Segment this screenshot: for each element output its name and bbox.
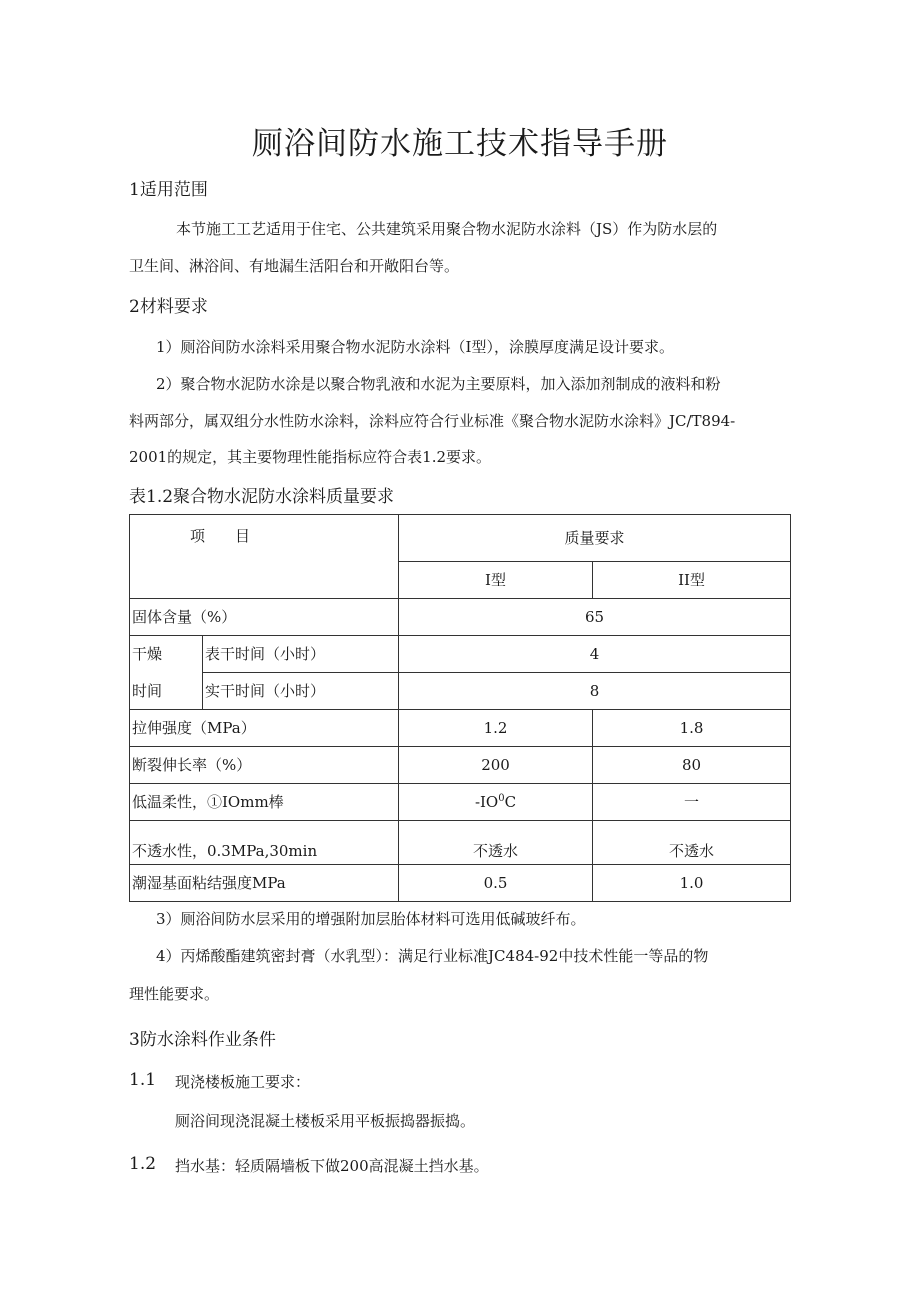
material-item-2-line-1: 2）聚合物水泥防水涂是以聚合物乳液和水泥为主要原料，加入添加剂制成的液料和粉 bbox=[156, 375, 721, 393]
material-item-1: 1）厕浴间防水涂料采用聚合物水泥防水涂料（I型），涂膜厚度满足设计要求。 bbox=[156, 338, 674, 356]
material-item-4-line-2: 理性能要求。 bbox=[129, 985, 220, 1003]
tensile-strength-label: 拉伸强度（MPa） bbox=[130, 709, 399, 746]
low-temp-unit: C bbox=[504, 792, 517, 811]
surface-dry-label: 表干时间（小时） bbox=[203, 635, 399, 672]
table-row bbox=[130, 746, 791, 783]
low-temp-flexibility-type-2: 一 bbox=[593, 783, 791, 820]
table-row bbox=[130, 820, 791, 864]
header-quality-cell: 质量要求 bbox=[399, 515, 791, 562]
impermeability-type-2: 不透水 bbox=[593, 820, 791, 864]
solid-dry-label: 实干时间（小时） bbox=[203, 672, 399, 709]
section-2-heading: 2材料要求 bbox=[129, 297, 208, 317]
low-temp-flexibility-type-1 bbox=[399, 783, 593, 820]
impermeability-label: 不透水性，0.3MPa,30min bbox=[130, 820, 399, 864]
material-item-3: 3）厕浴间防水层采用的增强附加层胎体材料可选用低碱玻纤布。 bbox=[156, 910, 586, 928]
table-row bbox=[130, 864, 791, 901]
section-1-paragraph-line-1: 本节施工工艺适用于住宅、公共建筑采用聚合物水泥防水涂料（JS）作为防水层的 bbox=[176, 220, 718, 238]
impermeability-type-1: 不透水 bbox=[399, 820, 593, 864]
table-header-row bbox=[130, 515, 791, 562]
subsection-1-1-title: 现浇楼板施工要求： bbox=[175, 1073, 311, 1091]
table-type-row bbox=[130, 561, 791, 598]
drying-time-label-top: 干燥 bbox=[130, 635, 203, 672]
header-item-cell-continued bbox=[130, 561, 399, 598]
solid-content-label: 固体含量（%） bbox=[130, 598, 399, 635]
low-temp-flexibility-label: 低温柔性，①IOmm棒 bbox=[130, 783, 399, 820]
section-1-heading: 1适用范围 bbox=[129, 180, 208, 200]
surface-dry-value: 4 bbox=[399, 635, 791, 672]
material-item-2-line-3: 2001的规定，其主要物理性能指标应符合表1.2要求。 bbox=[129, 448, 492, 466]
material-item-4-line-1: 4）丙烯酸酯建筑密封膏（水乳型）：满足行业标准JC484-92中技术性能一等品的物 bbox=[156, 947, 709, 965]
elongation-type-1: 200 bbox=[399, 746, 593, 783]
low-temp-degree-superscript: 0 bbox=[498, 792, 505, 804]
header-item-cell: 项 目 bbox=[130, 515, 399, 562]
table-row bbox=[130, 783, 791, 820]
wet-bond-strength-type-1: 0.5 bbox=[399, 864, 593, 901]
elongation-type-2: 80 bbox=[593, 746, 791, 783]
subsection-1-1-number: 1.1 bbox=[129, 1070, 157, 1090]
type-1-header: I型 bbox=[399, 561, 593, 598]
tensile-strength-type-1: 1.2 bbox=[399, 709, 593, 746]
table-row bbox=[130, 709, 791, 746]
solid-dry-value: 8 bbox=[399, 672, 791, 709]
material-item-2-line-2: 料两部分，属双组分水性防水涂料，涂料应符合行业标准《聚合物水泥防水涂料》JC/T894- bbox=[129, 412, 736, 430]
drying-time-label-bottom: 时间 bbox=[130, 672, 203, 709]
document-title: 厕浴间防水施工技术指导手册 bbox=[252, 126, 668, 162]
subsection-1-1-text: 厕浴间现浇混凝土楼板采用平板振捣器振捣。 bbox=[175, 1112, 476, 1130]
quality-requirements-table bbox=[129, 514, 791, 902]
section-3-heading: 3防水涂料作业条件 bbox=[129, 1030, 276, 1050]
section-1-paragraph-line-2: 卫生间、淋浴间、有地漏生活阳台和开敞阳台等。 bbox=[129, 257, 460, 275]
table-caption: 表1.2聚合物水泥防水涂料质量要求 bbox=[129, 487, 395, 507]
solid-content-value: 65 bbox=[399, 598, 791, 635]
low-temp-value: -IO bbox=[474, 792, 499, 811]
type-2-header: II型 bbox=[593, 561, 791, 598]
wet-bond-strength-type-2: 1.0 bbox=[593, 864, 791, 901]
elongation-label: 断裂伸长率（%） bbox=[130, 746, 399, 783]
tensile-strength-type-2: 1.8 bbox=[593, 709, 791, 746]
table-row bbox=[130, 635, 791, 672]
subsection-1-2-number: 1.2 bbox=[129, 1154, 157, 1174]
wet-bond-strength-label: 潮湿基面粘结强度MPa bbox=[130, 864, 399, 901]
table-row bbox=[130, 598, 791, 635]
subsection-1-2-text: 挡水基：轻质隔墙板下做200高混凝土挡水基。 bbox=[175, 1157, 489, 1175]
table-row bbox=[130, 672, 791, 709]
